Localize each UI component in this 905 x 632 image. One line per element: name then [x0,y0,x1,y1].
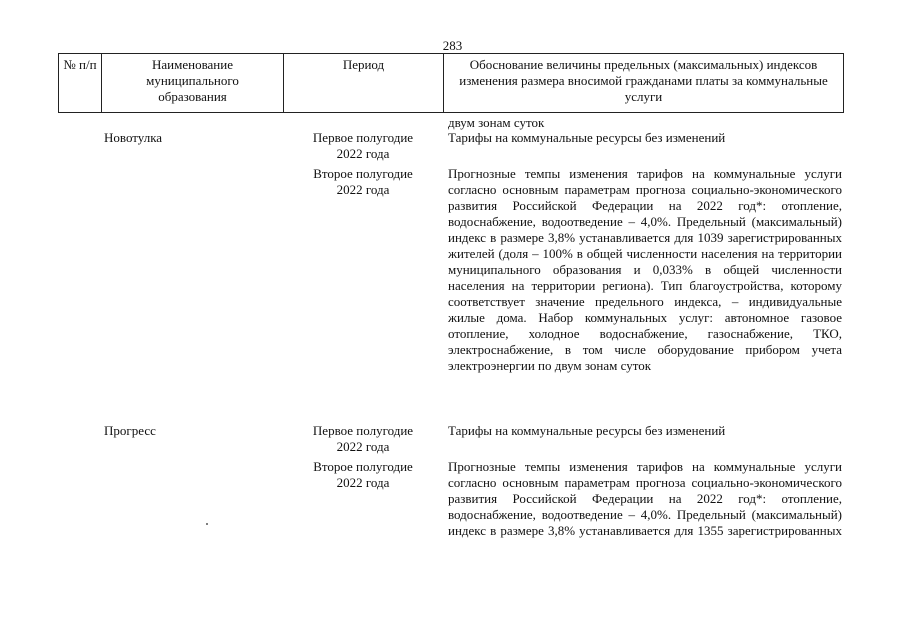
period-second-half: Второе полугодие 2022 года [313,459,413,490]
header-col-municipality: Наименование муниципального образования [101,54,283,112]
period-first-half: Первое полугодие 2022 года [312,130,414,161]
header-col-justification: Обоснование величины предельных (максимальных) индексов изменения размера вносимой гражданами платы за коммунальные услуги [443,54,843,112]
page-number: 283 [442,38,463,53]
period-first-half: Первое полугодие 2022 года [312,423,414,454]
justification-second-half: Прогнозные темпы изменения тарифов на коммунальные услуги согласно основным параметрам прогноза социально-экономического развития Российской Федерации на 2022 год*: отопление, водоснабжение, водоотведение – 4,0%. Предельный (максимальный) индекс в размере 3,8% устанавливается для 1039 зарегистрированных жителей (доля – 100% в общей численности населения на территории муниципального образования и 0,033% в общей численности населения на территории региона). Тип благоустройства, которому соответствует значение предельного индекса, – индивидуальные жилые дома. Набор коммунальных услуг: автономное газовое отопление, холодное водоснабжение, газоснабжение, ТКО, электроснабжение, в том числе оборудование прибором учета электроэнергии по двум зонам суток [448,166,842,373]
justification-first-half: Тарифы на коммунальные ресурсы без изменений [448,423,726,438]
table-header [58,53,844,113]
scan-speck [206,523,208,525]
header-col-number: № п/п [63,57,97,72]
period-second-half: Второе полугодие 2022 года [313,166,413,197]
justification-second-half: Прогнозные темпы изменения тарифов на коммунальные услуги согласно основным параметрам прогноза социально-экономического развития Российской Федерации на 2022 год*: отопление, водоснабжение, водоотведение – 4,0%. Предельный (максимальный) индекс в размере 3,8% устанавливается для 1355 зарегистрированных [448,459,842,538]
continuation-text: двум зонам суток [448,115,545,130]
municipality-name: Прогресс [104,423,156,438]
municipality-name: Новотулка [104,130,163,145]
justification-first-half: Тарифы на коммунальные ресурсы без изменений [448,130,726,145]
header-col-period: Период [283,54,443,112]
